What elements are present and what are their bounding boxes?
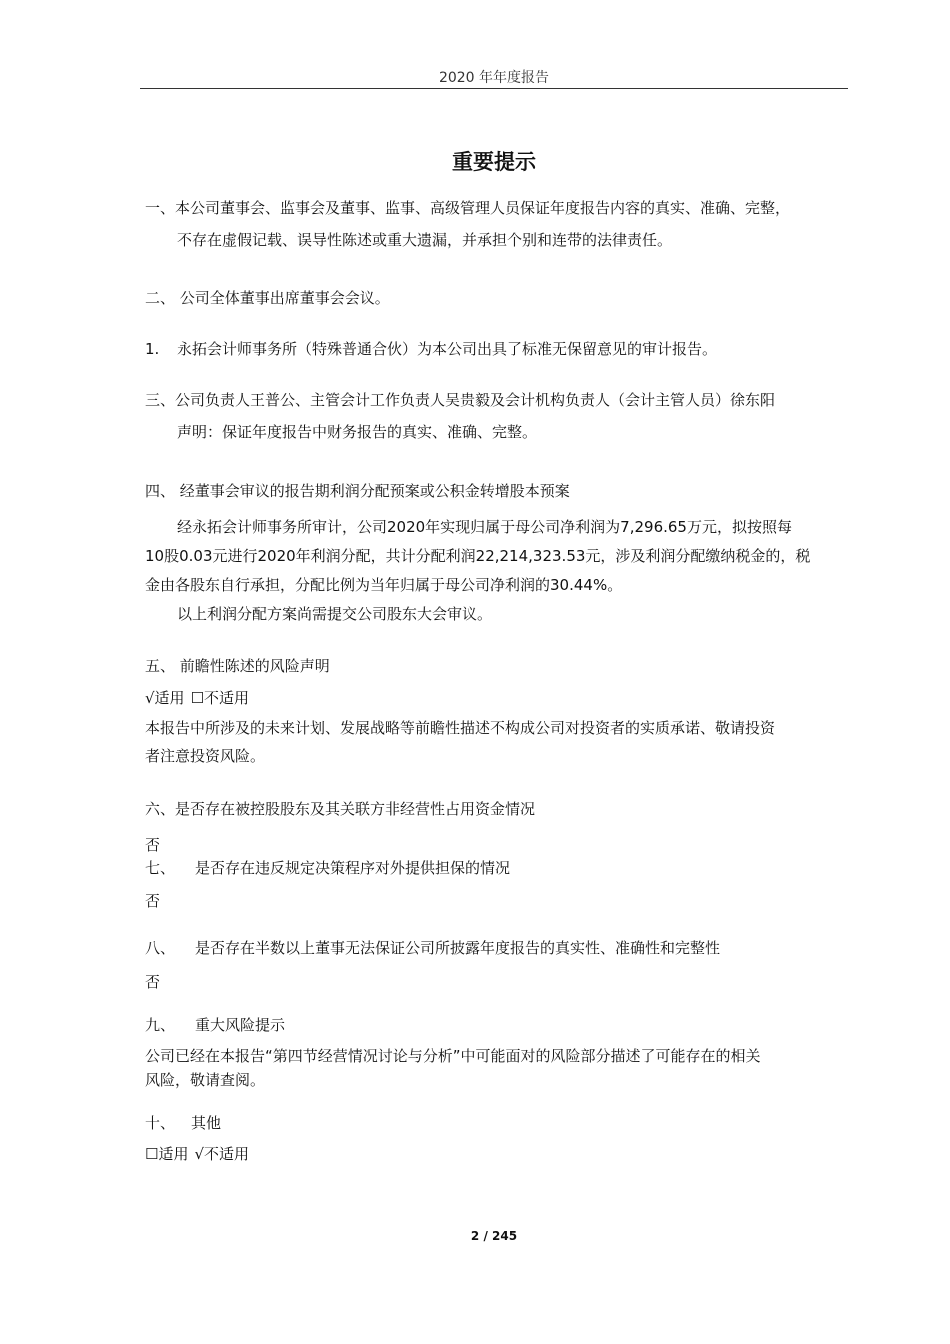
item7-heading [145,854,850,882]
item5-not-applicable-option: ☐不适用 [190,689,250,707]
page-number: 2 / 245 [470,1229,518,1243]
item6-answer: 否 [145,836,161,854]
item10-not-applicable-option: √不适用 [194,1145,250,1163]
item10-title: 其他 [191,1114,222,1132]
item2-1-num: 1. [145,340,160,358]
item4-para-line2: 10股0.03元进行2020年利润分配，共计分配利润22,214,323.53元，涉及利润分配缴纳税金的，税 [145,547,811,565]
page-title: 重要提示 [452,150,536,174]
item5-line2: 者注意投资风险。 [145,747,266,765]
item4-paragraph [145,513,850,629]
item9-title: 重大风险提示 [195,1016,286,1034]
item10-heading [145,1109,850,1137]
item10-options [145,1140,850,1168]
item9-line1: 公司已经在本报告“第四节经营情况讨论与分析”中可能面对的风险部分描述了可能存在的相关 [145,1047,761,1065]
item5-heading: 五、 前瞻性陈述的风险声明 [145,657,330,675]
item4-heading: 四、 经董事会审议的报告期利润分配预案或公积金转增股本预案 [145,482,570,500]
item9-num: 九、 [145,1016,176,1034]
item8-answer: 否 [145,973,161,991]
item10-applicable-option: ☐适用 [145,1145,189,1163]
item4-para-line3: 金由各股东自行承担，分配比例为当年归属于母公司净利润的30.44%。 [145,576,623,594]
item8-num: 八、 [145,939,176,957]
item1-line1: 一、本公司董事会、监事会及董事、监事、高级管理人员保证年度报告内容的真实、准确、完整， [145,199,791,217]
item5-applicable-option: √适用 [145,689,185,707]
item6-heading: 六、是否存在被控股股东及其关联方非经营性占用资金情况 [145,800,536,818]
item2-1 [145,335,850,363]
item4-para-line1: 经永拓会计师事务所审计，公司2020年实现归属于母公司净利润为7,296.65万元，拟按照每 [177,518,792,536]
item2-1-text: 永拓会计师事务所（特殊普通合伙）为本公司出具了标准无保留意见的审计报告。 [177,340,718,358]
header-divider [140,88,848,89]
item5-options [145,684,850,712]
item7-title: 是否存在违反规定决策程序对外提供担保的情况 [195,859,511,877]
item8-title: 是否存在半数以上董事无法保证公司所披露年度报告的真实性、准确性和完整性 [195,939,721,957]
item2-text: 二、 公司全体董事出席董事会会议。 [145,289,390,307]
item10-num: 十、 [145,1114,176,1132]
item4-para2: 以上利润分配方案尚需提交公司股东大会审议。 [177,605,493,623]
item3-line2: 声明：保证年度报告中财务报告的真实、准确、完整。 [177,423,538,441]
item8-heading [145,934,850,962]
running-header: 2020 年年度报告 [438,70,550,86]
item7-answer: 否 [145,892,161,910]
item7-num: 七、 [145,859,176,877]
item3-line1: 三、公司负责人王普公、主管会计工作负责人吴贵毅及会计机构负责人（会计主管人员）徐东阳 [145,391,776,409]
item9-heading [145,1011,850,1039]
item1-line2: 不存在虚假记载、误导性陈述或重大遗漏，并承担个别和连带的法律责任。 [177,231,673,249]
item9-line2: 风险，敬请查阅。 [145,1071,266,1089]
item5-line1: 本报告中所涉及的未来计划、发展战略等前瞻性描述不构成公司对投资者的实质承诺、敬请投资 [145,719,776,737]
